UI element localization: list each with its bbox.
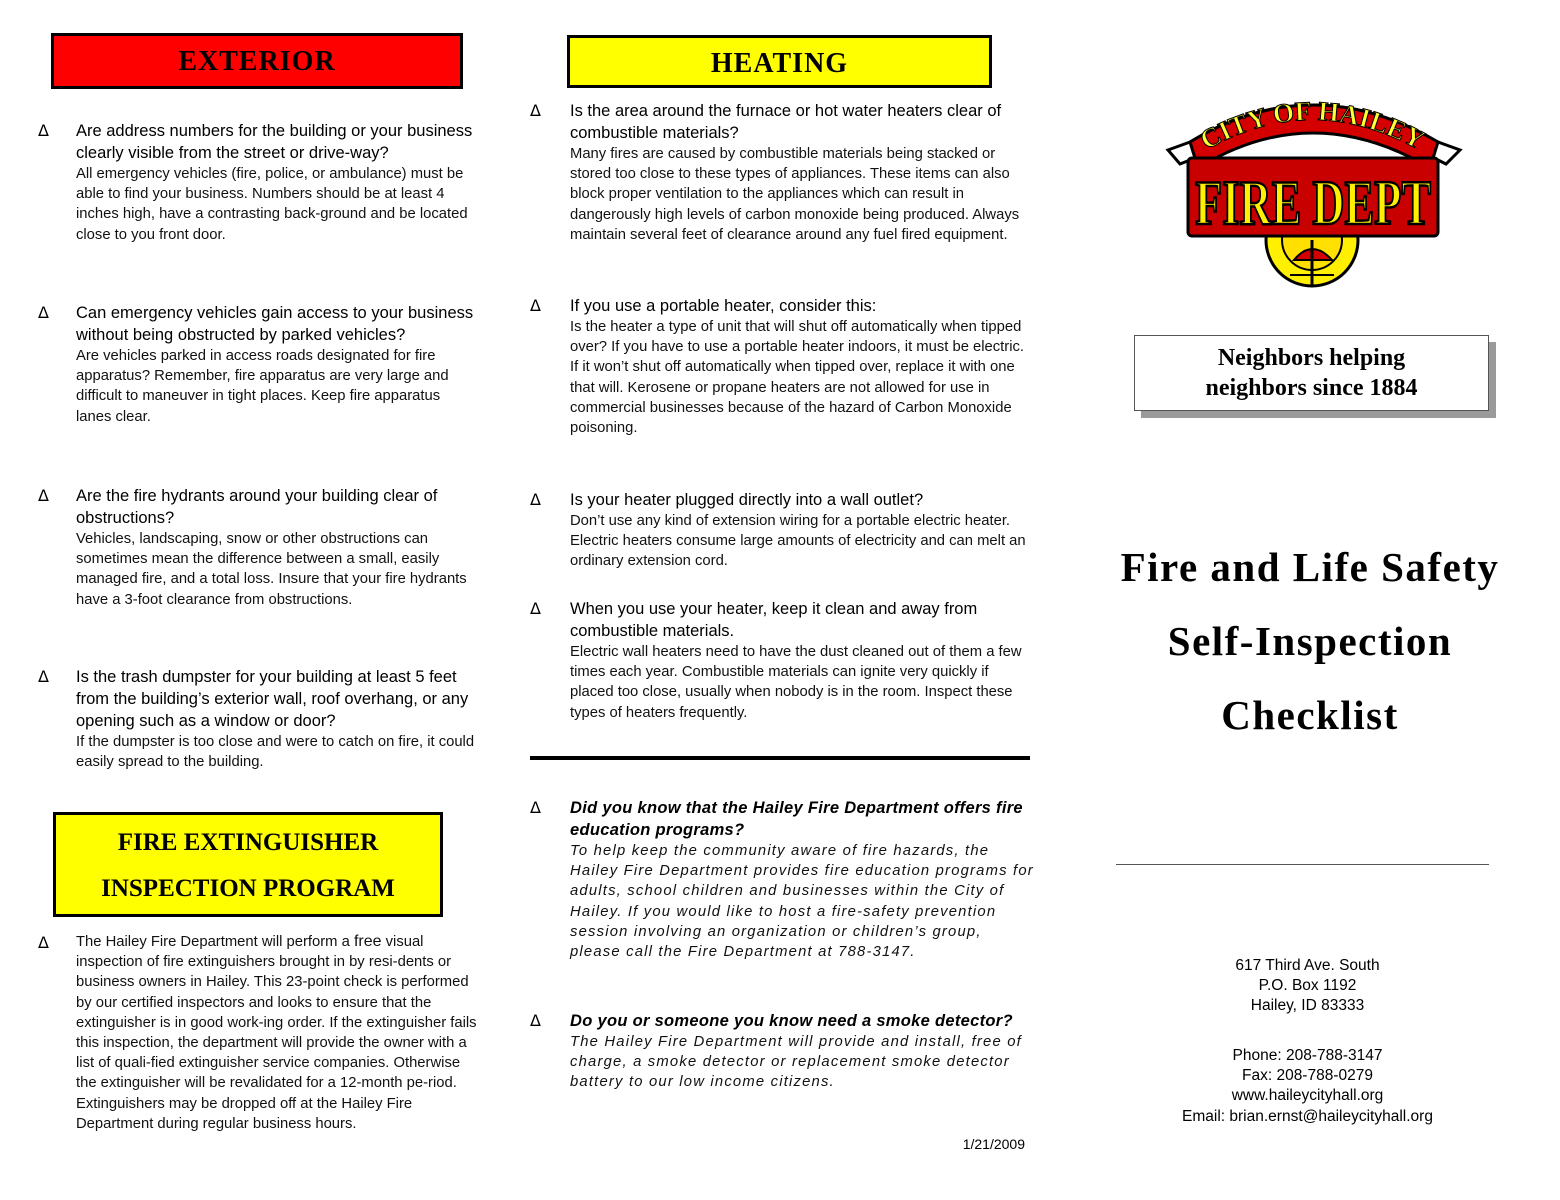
extinguisher-text-end: visual inspection of fire extinguishers brought in by resi-dents or business owners in Hailey. This 23-point check is performed by our certified inspectors and looks to ensure that the extinguisher is in good work-ing order. If the extinguisher fails this inspection, the department will provide the owner with a list of quali-fied extinguisher service companies. Otherwise the extinguisher will be revalidated for a 12-month pe-riod. Extinguishers may be dropped off at the Hailey Fire Department during regular business hours.	[76, 934, 477, 1132]
bullet-icon: Δ	[38, 933, 49, 952]
question: When you use your heater, keep it clean and away from combustible materials.	[570, 600, 978, 640]
extinguisher-heading-line2: INSPECTION PROGRAM	[101, 875, 395, 902]
exterior-item-3	[38, 485, 478, 610]
title-line3: Checklist	[1221, 692, 1399, 738]
answer: Don’t use any kind of extension wiring for a portable electric heater. Electric heaters consume large amounts of electricity and can melt an ordinary extension cord.	[570, 513, 1026, 570]
bullet-icon: Δ	[38, 121, 49, 140]
bullet-icon: Δ	[38, 667, 49, 686]
question: Did you know that the Hailey Fire Department offers fire education programs?	[570, 799, 1023, 839]
bullet-icon: Δ	[530, 490, 541, 509]
heating-item-2	[530, 295, 1035, 438]
tagline-box	[1134, 335, 1489, 411]
title-line2: Self-Inspection	[1167, 618, 1453, 664]
print-date: 1/21/2009	[962, 1136, 1025, 1152]
question: Can emergency vehicles gain access to your business without being obstructed by parked vehicles?	[76, 304, 474, 344]
logo-top-text: CITY OF HAILEY	[1195, 95, 1430, 156]
extinguisher-heading-line1: FIRE EXTINGUISHER	[117, 829, 379, 856]
address-block	[1090, 956, 1525, 1017]
answer: Electric wall heaters need to have the dust cleaned out of them a few times each year. Combustible materials can ignite very quickly if placed too close, usually when nobody is in the room. Inspect these types of heaters frequently.	[570, 644, 1022, 721]
divider-rule	[1116, 864, 1489, 865]
bullet-icon: Δ	[530, 296, 541, 315]
section-divider	[530, 756, 1030, 760]
address-line3: Hailey, ID 83333	[1250, 997, 1365, 1015]
exterior-item-2	[38, 302, 478, 427]
fax: Fax: 208-788-0279	[1242, 1067, 1373, 1085]
exterior-item-1	[38, 120, 478, 245]
heating-item-4	[530, 598, 1035, 723]
tagline-line1: Neighbors helping	[1217, 345, 1406, 371]
answer: All emergency vehicles (fire, police, or ambulance) must be able to find your business. Numbers should be at least 4 inches high, have a contrasting back-ground and be located close to you front door.	[76, 166, 468, 243]
bullet-icon: Δ	[530, 1011, 541, 1030]
bullet-icon: Δ	[38, 486, 49, 505]
extinguisher-text-free: free	[353, 933, 382, 950]
bullet-icon: Δ	[530, 599, 541, 618]
question: Are address numbers for the building or your business clearly visible from the street or drive-way?	[76, 122, 473, 162]
logo-main-text: FIRE DEPT	[1195, 167, 1431, 238]
bullet-icon: Δ	[530, 101, 541, 120]
extinguisher-text-start: The Hailey Fire Department will perform a	[76, 934, 354, 950]
question: Is the area around the furnace or hot water heaters clear of combustible materials?	[570, 102, 1002, 142]
fire-dept-logo	[1160, 90, 1465, 290]
heating-item-3	[530, 489, 1035, 572]
email-link[interactable]: Email: brian.ernst@haileycityhall.org	[1182, 1107, 1433, 1125]
question: Are the fire hydrants around your building clear of obstructions?	[76, 487, 438, 527]
document-title	[1090, 530, 1530, 752]
program-item-1	[530, 797, 1035, 962]
address-line1: 617 Third Ave. South	[1235, 957, 1380, 974]
phone: Phone: 208-788-3147	[1232, 1047, 1383, 1064]
answer: Vehicles, landscaping, snow or other obstructions can sometimes mean the difference between a small, easily managed fire, and a total loss. Insure that your fire hydrants have a 3-foot clearance from obstructions.	[76, 531, 467, 608]
question: Is your heater plugged directly into a wall outlet?	[570, 491, 924, 509]
question: If you use a portable heater, consider this:	[570, 297, 877, 315]
extinguisher-item	[38, 932, 478, 1134]
bullet-icon: Δ	[530, 798, 541, 817]
answer: If the dumpster is too close and were to catch on fire, it could easily spread to the building.	[76, 734, 475, 771]
bullet-icon: Δ	[38, 303, 49, 322]
address-line2: P.O. Box 1192	[1258, 977, 1357, 995]
website-link[interactable]: www.haileycityhall.org	[1231, 1087, 1384, 1105]
answer: Many fires are caused by combustible materials being stacked or stored too close to these types of appliances. These items can also block proper ventilation to the appliances which can result in dangerously high levels of carbon monoxide being produced. Always maintain several feet of clearance around any fuel fired equipment.	[570, 146, 1020, 243]
answer: To help keep the community aware of fire hazards, the Hailey Fire Department provides fire education programs for adults, school children and businesses within the City of Hailey. If you would like to host a fire-safety prevention session involving an organization or children’s group, please call the Fire Department at 788-3147.	[570, 843, 1034, 961]
title-line1: Fire and Life Safety	[1120, 544, 1500, 590]
question: Do you or someone you know need a smoke detector?	[570, 1012, 1013, 1030]
question: Is the trash dumpster for your building at least 5 feet from the building’s exterior wall, roof overhang, or any opening such as a window or door?	[76, 668, 469, 730]
extinguisher-heading	[53, 812, 443, 917]
tagline-line2: neighbors since 1884	[1205, 375, 1418, 401]
answer: Is the heater a type of unit that will shut off automatically when tipped over? If you have to use a portable heater indoors, it must be electric. If it won’t shut off automatically when tipped over, replace it with one that will. Kerosene or propane heaters are not allowed for use in commercial businesses because of the hazard of Carbon Monoxide poisoning.	[570, 319, 1025, 437]
program-item-2	[530, 1010, 1035, 1093]
extinguisher-text	[76, 932, 478, 1134]
exterior-item-4	[38, 666, 478, 772]
heating-item-1	[530, 100, 1035, 245]
contact-block	[1090, 1046, 1525, 1127]
heating-heading: HEATING	[567, 35, 992, 88]
exterior-heading: EXTERIOR	[51, 33, 463, 89]
answer: The Hailey Fire Department will provide and install, free of charge, a smoke detector or replacement smoke detector battery to our low income citizens.	[570, 1034, 1022, 1091]
answer: Are vehicles parked in access roads designated for fire apparatus? Remember, fire apparatus are very large and difficult to maneuver in tight places. Keep fire apparatus lanes clear.	[76, 348, 449, 425]
